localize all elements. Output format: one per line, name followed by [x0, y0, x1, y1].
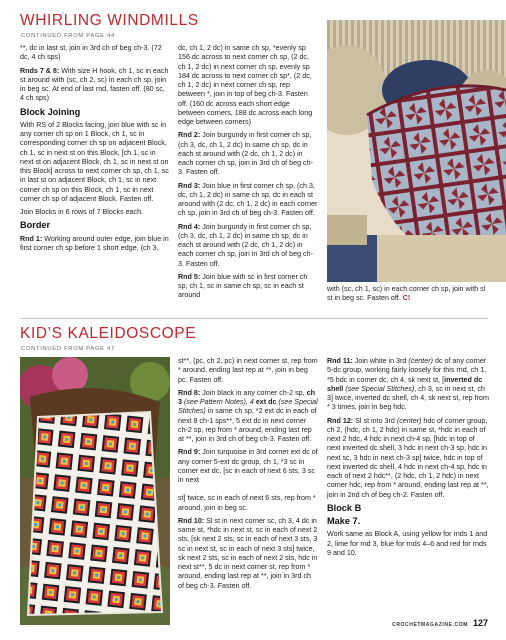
paragraph: **, dc in last st, join in 3rd ch of beg ch-3. (72 dc, 4 ch sps) [20, 44, 162, 62]
paragraph: with (sc, ch 1, sc) in each corner ch sp, join with sl st in beg sc. Fasten off. C! [327, 285, 486, 303]
column-2 [178, 44, 318, 301]
paragraph: Work same as Block A, using yellow for rnds 1 and 2, lime for rnd 3, blue for rnds 4–6 and red for rnds 9 and 10. [327, 530, 488, 557]
column-3 [327, 285, 487, 304]
paragraph: st**, (pc, ch 2, pc) in next corner st, rep from * around, ending last rep at **, join in beg pc. Fasten off. [178, 357, 318, 384]
column-2b [178, 357, 318, 591]
paragraph: Rnd 3: Join blue in first corner ch sp, (ch 3, dc, ch 1, 2 dc) in same ch sp, dc in each st around with (2 dc, ch 1, 2 dc) in each corner ch sp, join in 3rd ch of beg ch-3. Fasten off. [178, 181, 318, 218]
column-1 [20, 44, 170, 253]
photo-kids-kaleidoscope-afghan [20, 357, 170, 625]
paragraph: Rnd 12: Sl st into 3rd (center) hdc of corner group, ch 2, (hdc, ch 1, 2 hdc) in same st, *hdc in each of next 2 hdc, 4 hdc in next ch-4 sp, [hdc in top of next inverted dc shell, 3 hdc in next ch-3 sp, hdc in next sc, 3 hdc in next ch-3 sp] twice, hdc in top of next inverted dc shell, 4 hdc in next ch-4 sp, hdc in each of next 2 hdc**, (2 hdc, ch 1, 2 hdc) in next corner hdc, rep from * around, ending last rep at **, join in 2nd ch of beg ch-2. Fasten off. [327, 416, 489, 499]
column-3b [327, 357, 489, 558]
paragraph: Rnd 11: Join white in 3rd (center) dc of any corner 5-dc group, working fairly loosely for this rnd, ch 1, *5 hdc in corner dc, ch 4, sk next st, [inverted dc shell (see Special Stitches), ch 3, sc in next st, ch 3] twice, inverted dc shell, ch 4, sk next st, rep from * 3 times, join in beg hdc. [327, 357, 489, 412]
site-url: CROCHETMAGAZINE.COM [392, 622, 468, 628]
heading-border: Border [20, 220, 51, 231]
paragraph: Rnd 9: Join turquoise in 3rd corner ext dc of any corner 5-ext dc group, ch 1, *3 sc in corner ext dc, [sc in each of next 6 sts, 3 sc in next [178, 448, 318, 484]
section-divider [20, 318, 488, 319]
heading-block-joining: Block Joining [20, 106, 81, 117]
paragraph: Rnd 5: Join blue with sc in first corner ch sp, ch 1, sc in same ch sp, sc in each st around [178, 272, 308, 300]
paragraph: Rnd 2: Join burgundy in first corner ch sp, (ch 3, dc, ch 1, 2 dc) in same ch sp, dc in each st around with (2 dc, ch 1, 2 dc) in each corner ch sp, join in 3rd ch of beg ch-3. Fasten off. [178, 131, 313, 177]
paragraph: Join Blocks in 6 rows of 7 Blocks each. [20, 208, 144, 216]
end-mark-icon: C! [402, 294, 411, 303]
heading-make-7: Make 7. [327, 516, 361, 526]
paragraph: Rnds 7 & 8: With size H hook, ch 1, sc in each st around with (sc, ch 2, sc) in each ch sp, join in beg sc. At end of last rnd, fasten off. (80 sc, 4 ch sps) [20, 66, 169, 103]
section-title-kids-kaleidoscope: KID’S KALEIDOSCOPE [20, 325, 197, 342]
paragraph: dc, ch 1, 2 dc) in same ch sp, *evenly sp 156 dc across to next corner ch sp, (2 dc, ch 1, 2 dc) in next corner ch sp, evenly sp 184 dc across to next corner ch sp*, (2 dc, ch 1, 2 dc) in next corner ch sp, rep between *, join in top of beg ch-3. Fasten off. (160 dc across each short edge between corners, 188 dc across each long edge between corners) [178, 44, 313, 126]
paragraph: Rnd 8: Join black in any corner ch-2 sp, ch 3 (see Pattern Notes), 4 ext dc (see Special Stitches) in same ch sp, *2 ext dc in each of next 8 ch-1 sps**, 5 ext dc in next corner ch-2 sp, rep from * around, ending last rep at **, join in 3rd ch of beg ch-3. Fasten off. [178, 388, 318, 443]
section-subtitle: CONTINUED FROM PAGE 47 [21, 346, 115, 352]
paragraph: Rnd 1: Working around outer edge, join blue in first corner ch sp before 1 short edge, (ch 3, [20, 234, 169, 252]
heading-block-b: Block B [327, 502, 362, 513]
paragraph: With RS of 2 Blocks facing, join blue with sc in any corner ch sp on 1 Block, ch 1, sc in corresponding corner ch sp on adjacent Block, ch 1, sc in next st on this Block, [ch 1, sc in next st on adjacent Block, ch 1, sc in next st on this Block] across to next corner ch sp, ch 1, sc in last st on adjacent Block, ch 1, sc in next corner ch sp on this Block, ch 1, sc in next corner ch sp of adjacent Block. Fasten off. [20, 120, 169, 203]
paragraph: Rnd 10: Sl st in next corner sc, ch 3, 4 dc in same st, *hdc in next st, sc in each of next 2 sts, [sk next 2 sts, sc in each of next 3 sts, 3 sc in next st, sc in each of next 3 sts] twice, sk next 2 sts, sc in each of next 2 sts, hdc in next st**, 5 dc in next corner st, rep from * around, ending last rep at **, join in 3rd ch of beg ch-3. Fasten off. [178, 516, 318, 590]
paragraph: Rnd 4: Join burgundy in first corner ch sp, (ch 3, dc, ch 1, 2 dc) in same ch sp, dc in each st around with (2 dc, ch 1, 2 dc) in each corner ch sp, join in 3rd ch of beg ch-3. Fasten off. [178, 222, 313, 268]
photo-whirling-windmills-afghan [327, 20, 506, 282]
section-title-whirling-windmills: WHIRLING WINDMILLS [20, 12, 199, 29]
page-number: 127 [472, 618, 488, 628]
section-subtitle: CONTINUED FROM PAGE 44 [21, 33, 115, 39]
page-footer [392, 618, 488, 628]
paragraph: st] twice, sc in each of next 6 sts, rep from * around, join in beg sc. [178, 494, 316, 512]
